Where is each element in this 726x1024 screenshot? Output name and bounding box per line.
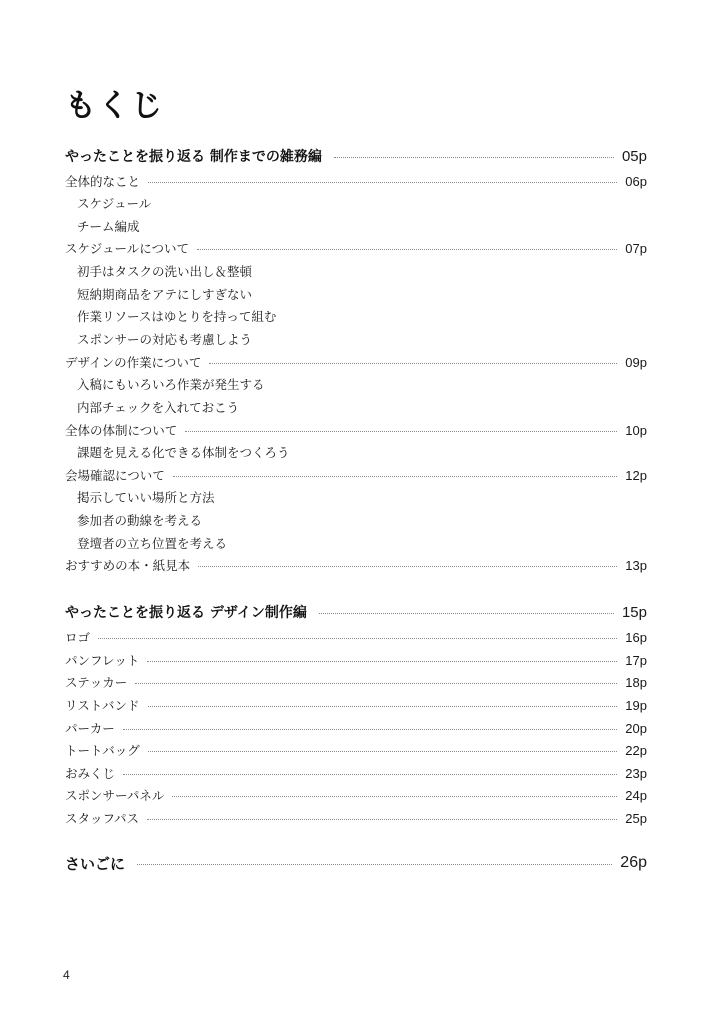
page-number: 4 [63, 968, 70, 982]
toc-entry[interactable] [65, 351, 647, 373]
toc-entry-label: ロゴ [65, 630, 91, 645]
toc-subentry[interactable] [65, 328, 647, 350]
toc-page-number: 18p [625, 674, 647, 690]
toc-entry[interactable] [65, 170, 647, 192]
toc-entry-label: 参加者の動線を考える [77, 513, 203, 528]
toc-entry-label: スケジュール [77, 196, 152, 211]
toc-entry-label: 会場確認について [65, 468, 165, 483]
toc-page-number: 13p [625, 557, 647, 573]
toc-subentry[interactable] [65, 305, 647, 327]
dot-leader [197, 249, 617, 250]
toc-page-number: 12p [625, 467, 647, 483]
toc-subentry[interactable] [65, 283, 647, 305]
toc-entry[interactable] [65, 626, 647, 648]
toc-page-number: 16p [625, 629, 647, 645]
dot-leader [137, 864, 612, 865]
toc-subentry[interactable] [65, 260, 647, 282]
toc-page-number: 05p [621, 147, 647, 165]
dot-leader [135, 683, 617, 684]
dot-leader [198, 566, 617, 567]
toc-entry-label: 全体の体制について [65, 423, 178, 438]
toc-subentry[interactable] [65, 509, 647, 531]
toc-page-number: 20p [625, 720, 647, 736]
toc-subentry[interactable] [65, 215, 647, 237]
toc-page-number: 06p [625, 173, 647, 189]
dot-leader [173, 476, 618, 477]
dot-leader [147, 819, 617, 820]
toc-entry-label: 掲示していい場所と方法 [77, 490, 215, 505]
toc-subentry[interactable] [65, 396, 647, 418]
toc-entry[interactable] [65, 807, 647, 829]
toc-entry[interactable] [65, 554, 647, 576]
dot-leader [123, 729, 618, 730]
toc-entry-label: スポンサーパネル [65, 788, 165, 803]
toc-entry[interactable] [65, 717, 647, 739]
toc-section-heading-1[interactable] [65, 145, 647, 167]
toc-page-number: 25p [625, 810, 647, 826]
dot-leader [123, 774, 617, 775]
toc-entry-label: スポンサーの対応も考慮しよう [77, 332, 253, 347]
toc-entry-label: おみくじ [65, 766, 116, 781]
toc-page-number: 24p [625, 787, 647, 803]
toc-entry[interactable] [65, 464, 647, 486]
toc-entry-label: チーム編成 [77, 219, 140, 234]
toc-entry-label: 初手はタスクの洗い出し＆整頓 [77, 264, 253, 279]
toc-entry-label: 短納期商品をアテにしすぎない [77, 287, 253, 302]
toc-heading-label: さいごに [65, 854, 126, 873]
toc-subentry[interactable] [65, 532, 647, 554]
dot-leader [98, 638, 617, 639]
dot-leader [319, 613, 614, 614]
toc-entry-label: パーカー [65, 721, 115, 736]
dot-leader [148, 182, 617, 183]
dot-leader [209, 363, 617, 364]
toc-entry-label: 作業リソースはゆとりを持って組む [77, 309, 277, 324]
toc-entry[interactable] [65, 237, 647, 259]
toc-page-number: 10p [625, 422, 647, 438]
toc-section-heading-2[interactable] [65, 601, 647, 623]
toc-subentry[interactable] [65, 373, 647, 395]
toc-heading-label: やったことを振り返る デザイン制作編 [65, 605, 307, 621]
toc-page-number: 22p [625, 742, 647, 758]
dot-leader [185, 431, 617, 432]
toc-entry-label: 課題を見える化できる体制をつくろう [77, 445, 290, 460]
toc-entry-label: 内部チェックを入れておこう [77, 400, 240, 415]
toc-entry-label: パンフレット [65, 653, 140, 668]
toc-entry-label: トートバッグ [65, 743, 140, 758]
dot-leader [172, 796, 617, 797]
toc-page-number: 07p [625, 240, 647, 256]
toc-subentry[interactable] [65, 192, 647, 214]
toc-entry[interactable] [65, 694, 647, 716]
toc-page-number: 17p [625, 652, 647, 668]
toc-page-number: 26p [620, 854, 647, 871]
toc-page-number: 19p [625, 697, 647, 713]
toc-subentry[interactable] [65, 486, 647, 508]
toc-entry-label: おすすめの本・紙見本 [65, 558, 191, 573]
toc-entry-label: リストバンド [65, 698, 140, 713]
toc-entry-label: ステッカー [65, 675, 128, 690]
toc-entry-label: デザインの作業について [65, 355, 202, 370]
page-title: もくじ [65, 88, 164, 124]
toc-entry[interactable] [65, 762, 647, 784]
toc-entry[interactable] [65, 739, 647, 761]
toc-section-heading-3[interactable] [65, 852, 647, 874]
toc-entry-label: スタッフパス [65, 811, 140, 826]
toc-entry-label: 全体的なこと [65, 174, 141, 189]
toc-entry-label: 登壇者の立ち位置を考える [77, 536, 228, 551]
toc-page-number: 15p [621, 603, 647, 621]
toc-heading-label: やったことを振り返る 制作までの雑務編 [65, 149, 322, 165]
dot-leader [147, 661, 617, 662]
dot-leader [148, 706, 618, 707]
dot-leader [148, 751, 618, 752]
toc-entry[interactable] [65, 649, 647, 671]
toc-subentry[interactable] [65, 441, 647, 463]
dot-leader [334, 157, 614, 158]
toc-page-number: 09p [625, 354, 647, 370]
toc-entry-label: スケジュールについて [65, 241, 190, 256]
toc-entry[interactable] [65, 419, 647, 441]
toc-entry-label: 入稿にもいろいろ作業が発生する [77, 377, 265, 392]
toc-page-number: 23p [625, 765, 647, 781]
toc-entry[interactable] [65, 671, 647, 693]
toc-entry[interactable] [65, 784, 647, 806]
